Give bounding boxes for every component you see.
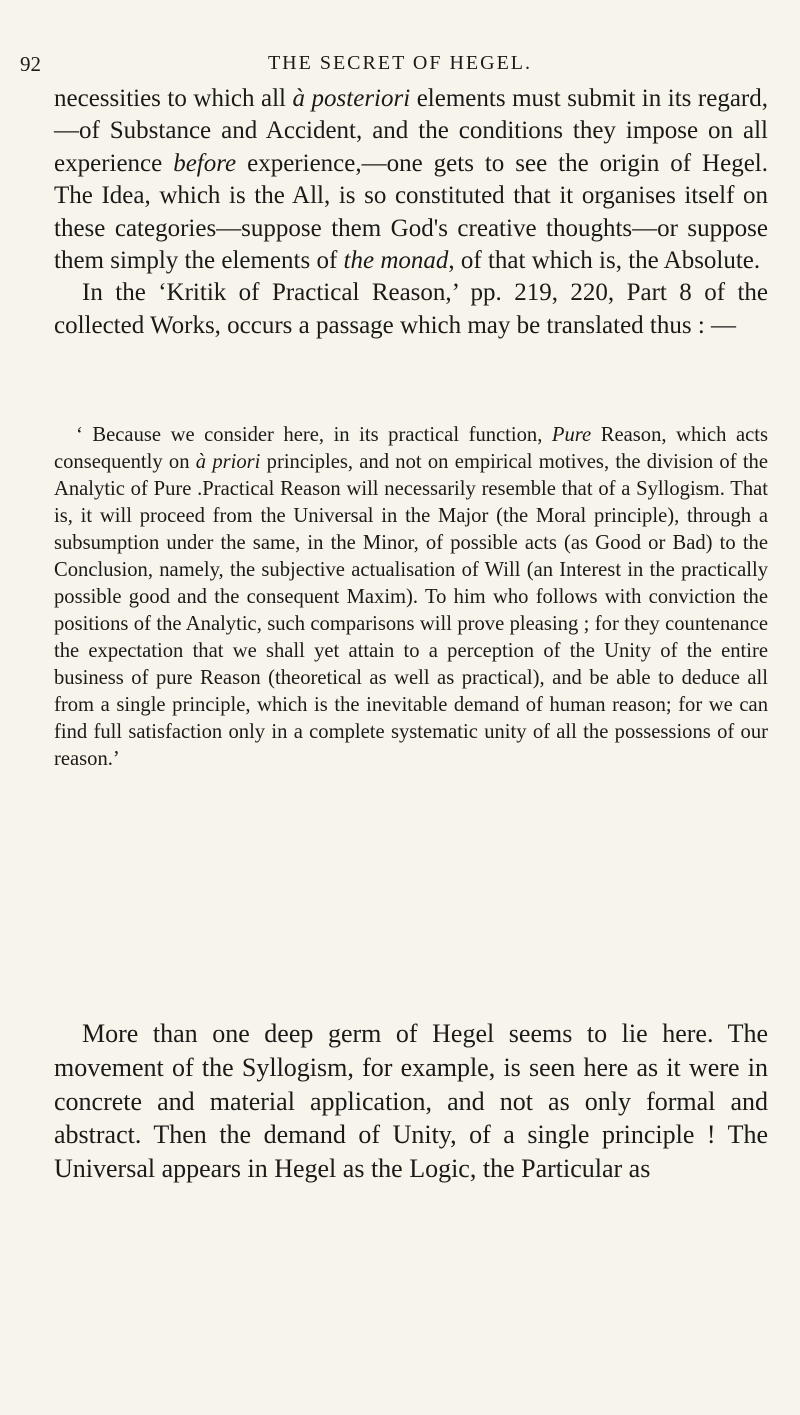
text-block-bottom <box>54 1017 768 1186</box>
text-span: necessities to which all <box>54 85 293 112</box>
text-block-top <box>54 83 768 342</box>
text-span: ‘ Because we consider here, in its practical function, <box>76 424 552 446</box>
italic-phrase: the monad <box>343 247 449 275</box>
italic-phrase: à priori <box>195 451 261 473</box>
paragraph-continuation <box>54 83 768 277</box>
block-quote <box>54 422 768 773</box>
paragraph-commentary: More than one deep germ of Hegel seems to lie here. The movement of the Syllogism, for example, is seen here as it were in concrete and material application, and not as only formal and abstract. Then the demand of Unity, of a single principle ! The Universal appears in Hegel as the Logic, the Particular as <box>54 1019 768 1184</box>
paragraph-intro: In the ‘Kritik of Practical Reason,’ pp. 219, 220, Part 8 of the collected Works, occurs a passage which may be translated thus : — <box>54 279 768 339</box>
text-span: Reason, which acts consequently on <box>54 424 768 473</box>
text-span: experience,—one gets to see the origin of Hegel. The Idea, which is the All, is so constituted that it organises itself on these categories—suppose them God's creative thoughts—or suppose them simply the elements of <box>54 149 768 275</box>
italic-phrase: Pure <box>551 424 592 446</box>
text-span: elements must submit in its regard,—of Substance and Accident, and the conditions they impose on all experience <box>54 85 768 177</box>
page-number: 92 <box>20 52 41 76</box>
text-span: principles, and not on empirical motives, the division of the Analytic of Pure .Practical Reason will necessarily resemble that of a Syllogism. That is, it will proceed from the Universal in the Major (the Moral principle), through a subsumption under the same, in the Minor, of possible acts (as Good or Bad) to the Conclusion, namely, the subjective actualisation of Will (an Interest in the practically possible good and the consequent Maxim). To him who follows with conviction the positions of the Analytic, such comparisons will prove pleasing ; for they countenance the expectation that we shall yet attain to a perception of the Unity of the entire business of pure Reason (theoretical as well as practical), and be able to deduce all from a single principle, which is the inevitable demand of human reason; for we can find full satisfaction only in a complete systematic unity of all the possessions of our reason.’ <box>54 451 768 770</box>
italic-phrase: before <box>173 149 237 177</box>
running-head: THE SECRET OF HEGEL. <box>267 52 533 74</box>
text-span: , of that which is, the Absolute. <box>448 247 761 275</box>
italic-phrase: à posteriori <box>292 85 411 112</box>
